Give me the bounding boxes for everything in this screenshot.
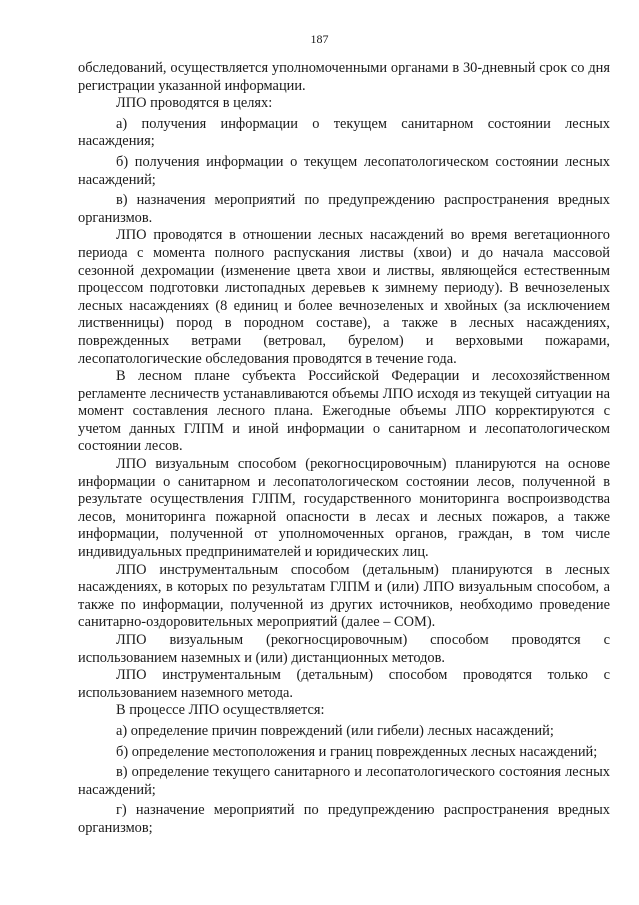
paragraph: а) получения информации о текущем санитарном состоянии лесных насаждения; [78,115,610,150]
paragraph: ЛПО проводятся в отношении лесных насаждений во время вегетационного периода с момента полного распускания листвы (хвои) и до начала массовой сезонной дехромации (изменение цвета хвои и листвы, являющейся естественным процессом подготовки листопадных деревьев к зимнему периоду). В вечнозеленых лесных насаждениях (8 единиц и более вечнозеленых и хвойных (за исключением лиственницы) пород в породном составе), а также в лесных насаждениях, поврежденных ветрами (ветровал, бурелом) и верховыми пожарами, лесопатологические обследования проводятся в течение года. [78,227,610,367]
paragraph: в) назначения мероприятий по предупреждению распространения вредных организмов. [78,192,610,226]
paragraph: обследований, осуществляется уполномоченными органами в 30-дневный срок со дня регистрации указанной информации. [78,60,610,94]
paragraph: ЛПО проводятся в целях: [116,95,273,112]
paragraph: в) определение текущего санитарного и лесопатологического состояния лесных насаждений; [78,764,610,798]
paragraph: ЛПО инструментальным способом (детальным) планируются в лесных насаждениях, в которых по результатам ГЛПМ и (или) ЛПО визуальным способом, а также по информации, полученной из других источников, необходимо проведение санитарно-оздоровительных мероприятий (далее – СОМ). [78,561,610,631]
body-text [78,60,610,838]
paragraph: В процессе ЛПО осуществляется: [116,702,325,719]
paragraph: ЛПО инструментальным (детальным) способом проводятся только с использованием наземного метода. [78,667,610,701]
paragraph: г) назначение мероприятий по предупреждению распространения вредных организмов; [78,802,610,836]
paragraph: б) получения информации о текущем лесопатологическом состоянии лесных насаждений; [78,153,610,188]
paragraph: б) определение местоположения и границ поврежденных лесных насаждений; [116,743,598,760]
paragraph: ЛПО визуальным (рекогносцировочным) способом проводятся с использованием наземных и (или) дистанционных методов. [78,632,610,666]
paragraph: ЛПО визуальным способом (рекогносцировочным) планируются на основе информации о санитарном и лесопатологическом состоянии лесов, полученной в результате осуществления ГЛПМ, государственного мониторинга воспроизводства лесов, мониторинга пожарной опасности в лесах и лесных пожаров, а также информации, полученной от уполномоченных органов, граждан, в том числе индивидуальных предпринимателей и юридических лиц. [78,456,610,561]
paragraph: а) определение причин повреждений (или гибели) лесных насаждений; [116,722,554,739]
paragraph: В лесном плане субъекта Российской Федерации и лесохозяйственном регламенте лесничеств устанавливаются объемы ЛПО исходя из текущей ситуации на момент составления лесного плана. Ежегодные объемы ЛПО корректируются с учетом данных ГЛПМ и иной информации о санитарном и лесопатологическом состоянии лесов. [78,368,610,455]
page-number: 187 [310,32,329,46]
